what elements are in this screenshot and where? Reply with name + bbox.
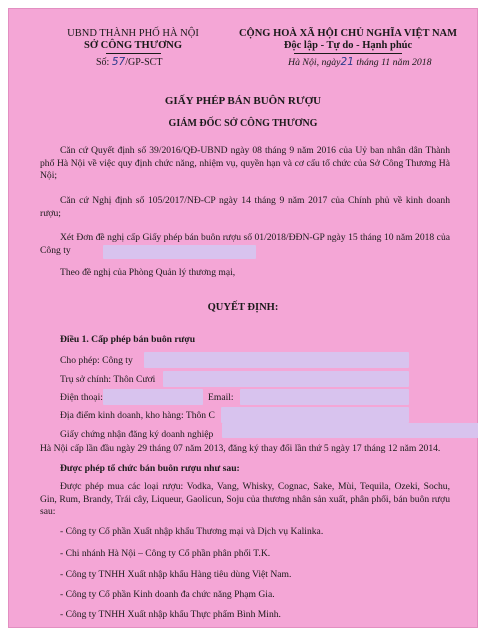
phone-line: Điện thoại: <box>60 392 103 403</box>
issue-date <box>288 56 432 68</box>
preamble-paragraph-2: Căn cứ Nghị định số 105/2017/NĐ-CP ngày 14 tháng 9 năm 2017 của Chính phủ về kinh doanh rượu; <box>40 195 450 219</box>
number-prefix: Số: <box>96 57 110 68</box>
redaction-company <box>144 352 409 368</box>
document-page <box>8 8 478 628</box>
national-title: CỘNG HOÀ XÃ HỘI CHỦ NGHĨA VIỆT NAM <box>238 28 458 39</box>
document-title: GIẤY PHÉP BÁN BUÔN RƯỢU <box>164 95 322 107</box>
organization-heading: Được phép tổ chức bán buôn rượu như sau: <box>60 463 240 474</box>
date-suffix: tháng 11 năm 2018 <box>356 57 432 68</box>
preamble-paragraph-1: Căn cứ Quyết định số 39/2016/QĐ-UBND ngày 08 tháng 9 năm 2016 của Uỷ ban nhân dân Thành phố Hà Nội về việc quy định chức năng, nhiệm vụ, quyền hạn và cơ cấu tổ chức của Sở Công Thương Hà Nội; <box>40 145 450 181</box>
supplier-item: - Chi nhánh Hà Nội – Công ty Cổ phần phân phối T.K. <box>60 548 271 559</box>
redaction-company-preamble <box>103 245 256 259</box>
preamble-paragraph-3: Xét Đơn đề nghị cấp Giấy phép bán buôn rượu số 01/2018/ĐĐN-GP ngày 15 tháng 10 năm 2018 của Công ty <box>40 232 450 256</box>
certificate-line: Giấy chứng nhận đăng ký doanh nghiệp <box>60 429 214 440</box>
date-prefix: Hà Nội, ngày <box>288 57 341 68</box>
handwritten-number: 57 <box>111 56 126 68</box>
issuer-line2: SỞ CÔNG THƯƠNG <box>83 40 182 51</box>
allowed-company-line: Cho phép: Công ty <box>60 355 133 366</box>
decision-heading: QUYẾT ĐỊNH: <box>207 302 279 313</box>
redaction-certificate <box>222 423 478 438</box>
document-subtitle: GIÁM ĐỐC SỞ CÔNG THƯƠNG <box>168 118 318 129</box>
business-location-line: Địa điểm kinh doanh, kho hàng: Thôn C <box>60 410 215 421</box>
national-motto: Độc lập - Tự do - Hạnh phúc <box>283 40 413 51</box>
issuer-line1: UBND THÀNH PHỐ HÀ NỘI <box>67 28 199 39</box>
redaction-phone <box>103 389 203 405</box>
motto-underline <box>294 53 402 54</box>
article1-heading: Điều 1. Cấp phép bán buôn rượu <box>60 334 196 345</box>
email-label: Email: <box>208 392 234 403</box>
headquarters-line: Trụ sở chính: Thôn Cươi <box>60 374 156 385</box>
document-number <box>96 56 162 68</box>
certificate-continuation: Hà Nội cấp lần đầu ngày 29 tháng 07 năm 2013, đăng ký thay đổi lần thứ 5 ngày 17 tháng 12 năm 2014. <box>40 443 441 454</box>
supplier-item: - Công ty TNHH Xuất nhập khẩu Hàng tiêu dùng Việt Nam. <box>60 569 292 580</box>
issuer-underline <box>106 53 161 54</box>
redaction-headquarters <box>163 371 409 387</box>
handwritten-day: 21 <box>340 56 354 68</box>
preamble-paragraph-4: Theo đề nghị của Phòng Quản lý thương mại, <box>60 267 236 278</box>
supplier-item: - Công ty Cổ phần Kinh doanh đa chức năng Phạm Gia. <box>60 589 275 600</box>
purchase-paragraph: Được phép mua các loại rượu: Vodka, Vang, Whisky, Cognac, Sake, Mùi, Tequila, Ozeki, Sochu, Gin, Rum, Brandy, Trái cây, Liqueur, Gaolicun, Soju của thương nhân sản xuất, phân phối, bán buôn rượu sau: <box>40 481 450 517</box>
supplier-item: - Công ty TNHH Xuất nhập khẩu Thực phẩm Bình Minh. <box>60 609 281 620</box>
redaction-location <box>221 407 409 423</box>
number-suffix: /GP-SCT <box>125 57 163 68</box>
supplier-item: - Công ty Cổ phần Xuất nhập khẩu Thương mại và Dịch vụ Kalinka. <box>60 526 324 537</box>
redaction-email <box>240 389 409 405</box>
